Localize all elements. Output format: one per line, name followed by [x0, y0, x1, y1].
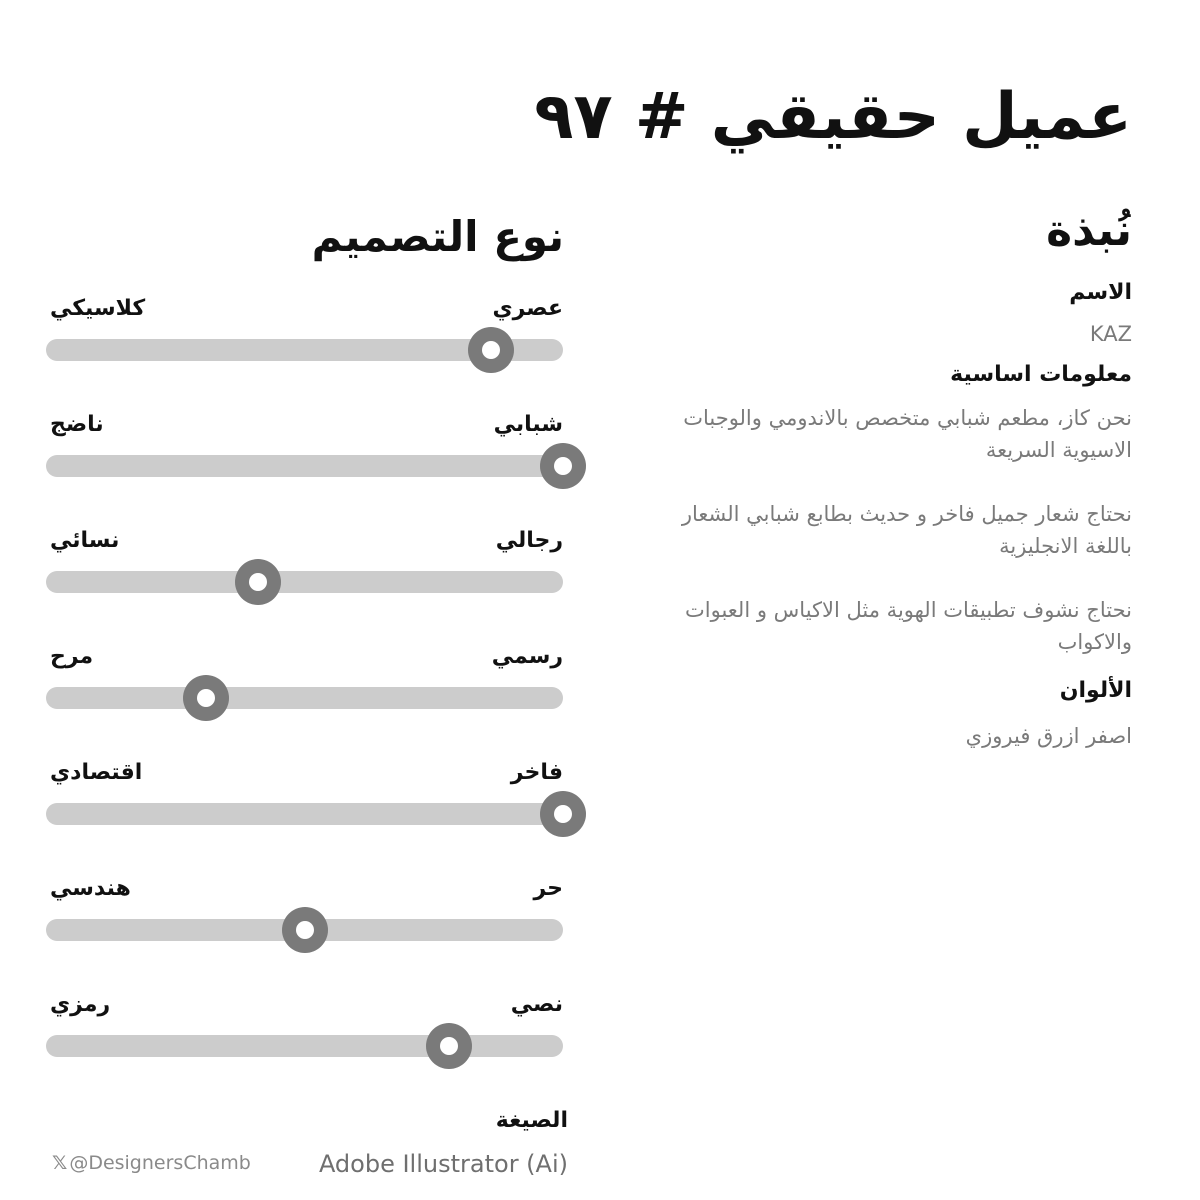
info-paragraph-1: نحن كاز، مطعم شبابي متخصص بالاندومي والوجبات الاسيوية السريعة: [683, 406, 1132, 462]
slider-luxury-economic[interactable]: [46, 760, 563, 860]
slider-right-label: رجالي: [495, 528, 563, 553]
slider-left-label: هندسي: [50, 876, 131, 901]
slider-right-label: شبابي: [493, 412, 563, 437]
design-type-heading: نوع التصميم: [311, 212, 564, 261]
slider-knob[interactable]: [183, 675, 229, 721]
slider-track[interactable]: [46, 687, 563, 709]
slider-track[interactable]: [46, 455, 563, 477]
slider-knob[interactable]: [282, 907, 328, 953]
info-paragraph-3: نحتاج نشوف تطبيقات الهوية مثل الاكياس و العبوات والاكواب: [685, 598, 1132, 654]
slider-right-label: نصي: [510, 992, 563, 1017]
x-logo-icon: 𝕏: [52, 1152, 68, 1174]
slider-track[interactable]: [46, 1035, 563, 1057]
slider-text-symbolic[interactable]: [46, 992, 563, 1092]
slider-left-label: كلاسيكي: [50, 296, 146, 321]
slider-knob[interactable]: [540, 791, 586, 837]
slider-right-label: عصري: [492, 296, 563, 321]
credit: [52, 1152, 251, 1174]
info-paragraph-2: نحتاج شعار جميل فاخر و حديث بطابع شبابي الشعار باللغة الانجليزية: [681, 502, 1132, 558]
slider-knob[interactable]: [426, 1023, 472, 1069]
slider-freeform-geometric[interactable]: [46, 876, 563, 976]
colors-value: اصفر ازرق فيروزي: [965, 724, 1132, 748]
slider-left-label: اقتصادي: [50, 760, 143, 785]
slider-knob[interactable]: [468, 327, 514, 373]
slider-track[interactable]: [46, 571, 563, 593]
slider-youthful-mature[interactable]: [46, 412, 563, 512]
slider-right-label: رسمي: [491, 644, 563, 669]
name-label: الاسم: [1069, 280, 1132, 305]
slider-modern-classic[interactable]: [46, 296, 563, 396]
slider-masculine-feminine[interactable]: [46, 528, 563, 628]
slider-right-label: فاخر: [510, 760, 563, 785]
slider-left-label: ناضج: [50, 412, 104, 437]
slider-left-label: رمزي: [50, 992, 111, 1017]
slider-knob[interactable]: [540, 443, 586, 489]
info-label: معلومات اساسية: [950, 362, 1132, 387]
format-label: الصيغة: [495, 1108, 568, 1133]
format-value: Adobe Illustrator (Ai): [318, 1150, 568, 1178]
page-title: عميل حقيقي # ٩٧: [534, 80, 1132, 154]
credit-handle: @DesignersChamb: [69, 1152, 251, 1174]
slider-formal-playful[interactable]: [46, 644, 563, 744]
slider-left-label: مرح: [50, 644, 94, 669]
name-value: KAZ: [1089, 322, 1132, 346]
colors-label: الألوان: [1059, 678, 1132, 703]
slider-track[interactable]: [46, 803, 563, 825]
brief-heading: نُبذة: [1046, 205, 1132, 256]
slider-knob[interactable]: [235, 559, 281, 605]
slider-right-label: حر: [533, 876, 563, 901]
slider-left-label: نسائي: [50, 528, 120, 553]
